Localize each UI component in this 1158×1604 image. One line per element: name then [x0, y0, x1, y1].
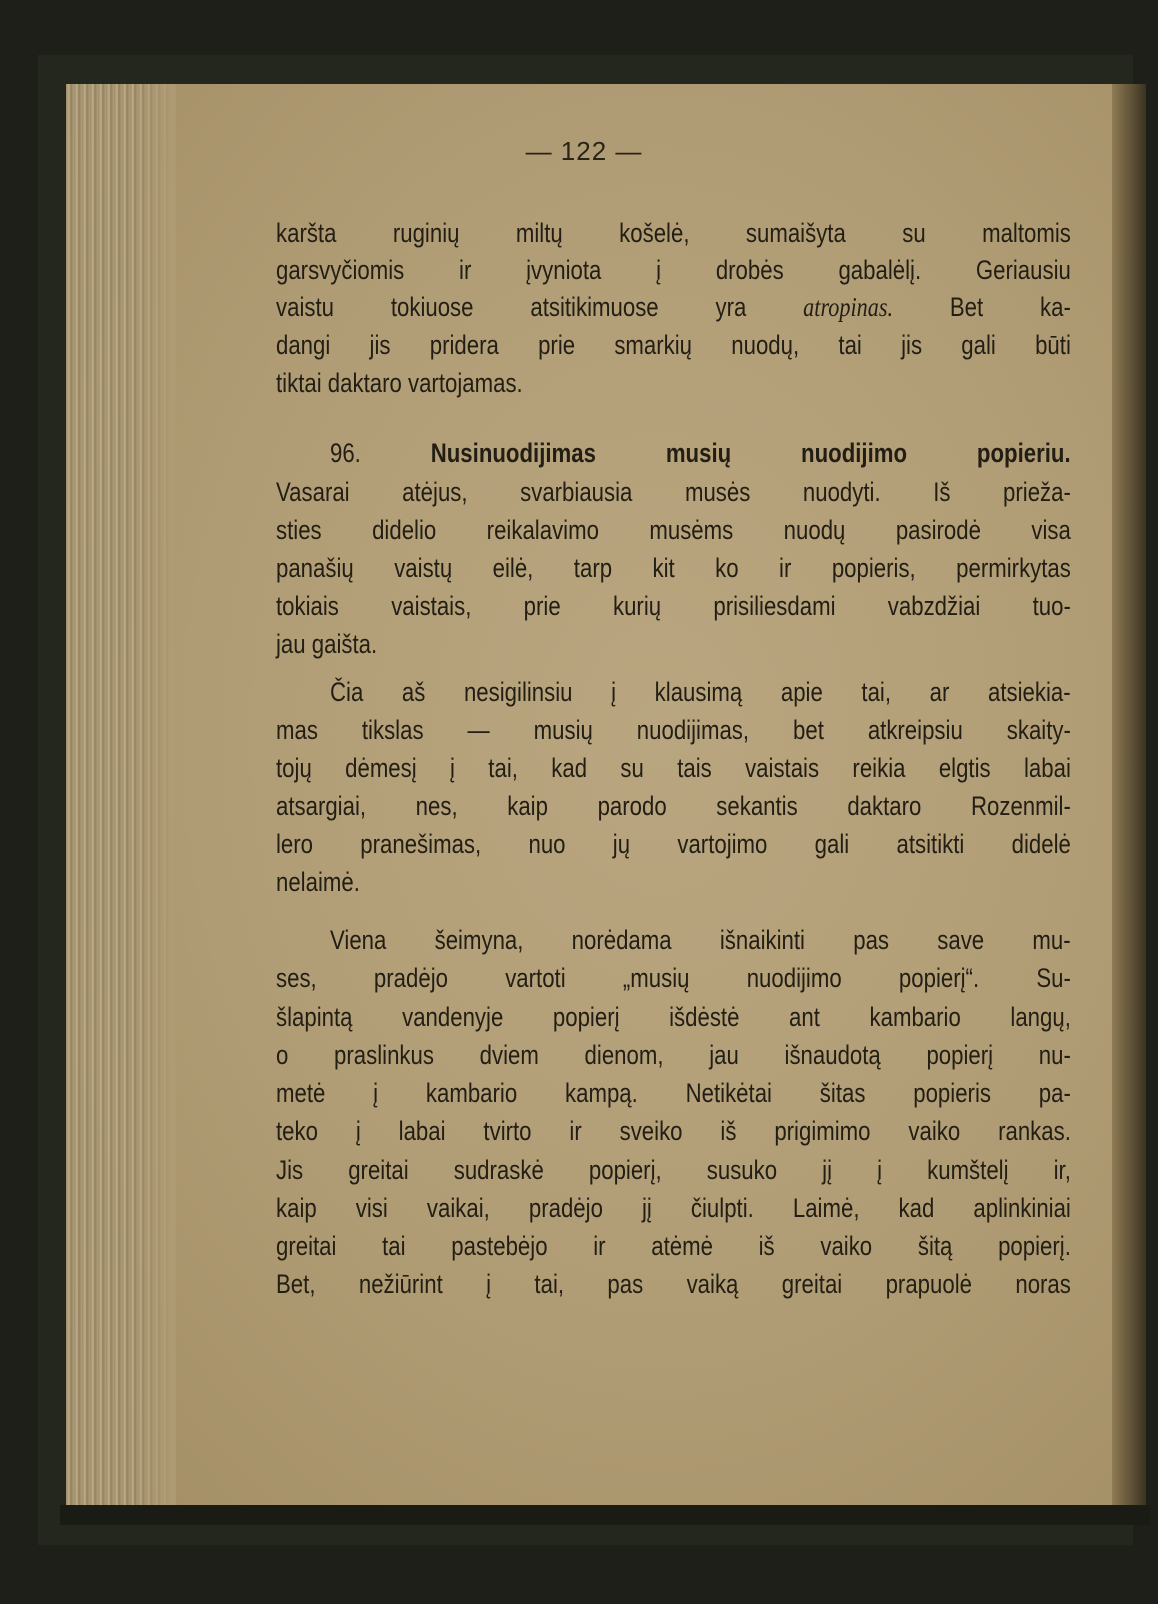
cover-bottom-edge [60, 1505, 1150, 1525]
text-span: Jis greitai sudraskė popierį, susuko jį į kumštelį ir, [276, 1155, 1071, 1185]
text-line [276, 552, 1071, 584]
page-edges [66, 84, 176, 1524]
text-span: sties didelio reikalavimo musėms nuodų pasirodė visa [276, 515, 1071, 545]
text-span: 96. [330, 438, 431, 468]
text-span: lero pranešimas, nuo jų vartojimo gali atsitikti didelė [276, 829, 1071, 859]
text-line [276, 476, 1071, 508]
text-span: dangi jis pridera prie smarkių nuodų, tai jis gali būti [276, 330, 1071, 360]
text-line [276, 866, 1071, 898]
text-line [330, 437, 1071, 469]
text-span: šlapintą vandenyje popierį išdėstė ant kambario langų, [276, 1002, 1071, 1032]
text-line [276, 714, 1071, 746]
emphasis-text: atropinas. [803, 292, 894, 322]
text-line [276, 1154, 1071, 1186]
text-span: mas tikslas — musių nuodijimas, bet atkreipsiu skaity- [276, 715, 1071, 745]
text-line [276, 291, 1071, 323]
text-span: Viena šeimyna, norėdama išnaikinti pas save mu- [330, 925, 1071, 955]
text-span: nelaimė. [276, 867, 360, 897]
text-span: kaip visi vaikai, pradėjo jį čiulpti. Laimė, kad aplinkiniai [276, 1193, 1071, 1223]
text-span: atsargiai, nes, kaip parodo sekantis daktaro Rozenmil- [276, 791, 1071, 821]
text-line [276, 1039, 1071, 1071]
text-span: garsvyčiomis ir įvyniota į drobės gabalėlį. Geriausiu [276, 255, 1071, 285]
text-line [276, 329, 1071, 361]
text-line [276, 752, 1071, 784]
text-line [276, 1077, 1071, 1109]
text-line [276, 828, 1071, 860]
text-span: teko į labai tvirto ir sveiko iš prigimimo vaiko rankas. [276, 1116, 1071, 1146]
text-span: Bet, nežiūrint į tai, pas vaiką greitai prapuolė noras [276, 1269, 1071, 1299]
text-line [276, 217, 1071, 249]
text-span: tiktai daktaro vartojamas. [276, 368, 523, 398]
text-line [276, 1230, 1071, 1262]
text-line [276, 367, 1071, 399]
text-line [276, 1115, 1071, 1147]
text-line [276, 514, 1071, 546]
text-span: Čia aš nesigilinsiu į klausimą apie tai, ar atsiekia- [330, 677, 1071, 707]
text-line [276, 254, 1071, 286]
section-heading: Nusinuodijimas musių nuodijimo popieriu. [430, 438, 1071, 468]
text-span: karšta ruginių miltų košelė, sumaišyta su maltomis [276, 218, 1071, 248]
text-line [330, 924, 1071, 956]
text-line [276, 590, 1071, 622]
page-number: — 122 — [525, 136, 643, 166]
text-span: ses, pradėjo vartoti „musių nuodijimo popierį“. Su- [276, 963, 1071, 993]
text-line [276, 790, 1071, 822]
text-line [276, 1001, 1071, 1033]
text-line [276, 628, 1071, 660]
page-gutter-shadow [1112, 84, 1146, 1524]
text-span: o praslinkus dviem dienom, jau išnaudotą popierį nu- [276, 1040, 1071, 1070]
text-span: Vasarai atėjus, svarbiausia musės nuodyti. Iš prieža- [276, 477, 1071, 507]
text-line [276, 962, 1071, 994]
text-span: metė į kambario kampą. Netikėtai šitas popieris pa- [276, 1078, 1071, 1108]
text-line [276, 1192, 1071, 1224]
text-span: vaistu tokiuose atsitikimuose yra [276, 292, 804, 322]
text-span: greitai tai pastebėjo ir atėmė iš vaiko šitą popierį. [276, 1231, 1071, 1261]
text-line [330, 676, 1071, 708]
text-span: tokiais vaistais, prie kurių prisiliesdami vabzdžiai tuo- [276, 591, 1071, 621]
text-span: tojų dėmesį į tai, kad su tais vaistais reikia elgtis labai [276, 753, 1071, 783]
text-span: jau gaišta. [276, 629, 378, 659]
text-span: panašių vaistų eilė, tarp kit ko ir popieris, permirkytas [276, 553, 1071, 583]
text-line [276, 1268, 1071, 1300]
text-span: Bet ka- [893, 292, 1071, 322]
